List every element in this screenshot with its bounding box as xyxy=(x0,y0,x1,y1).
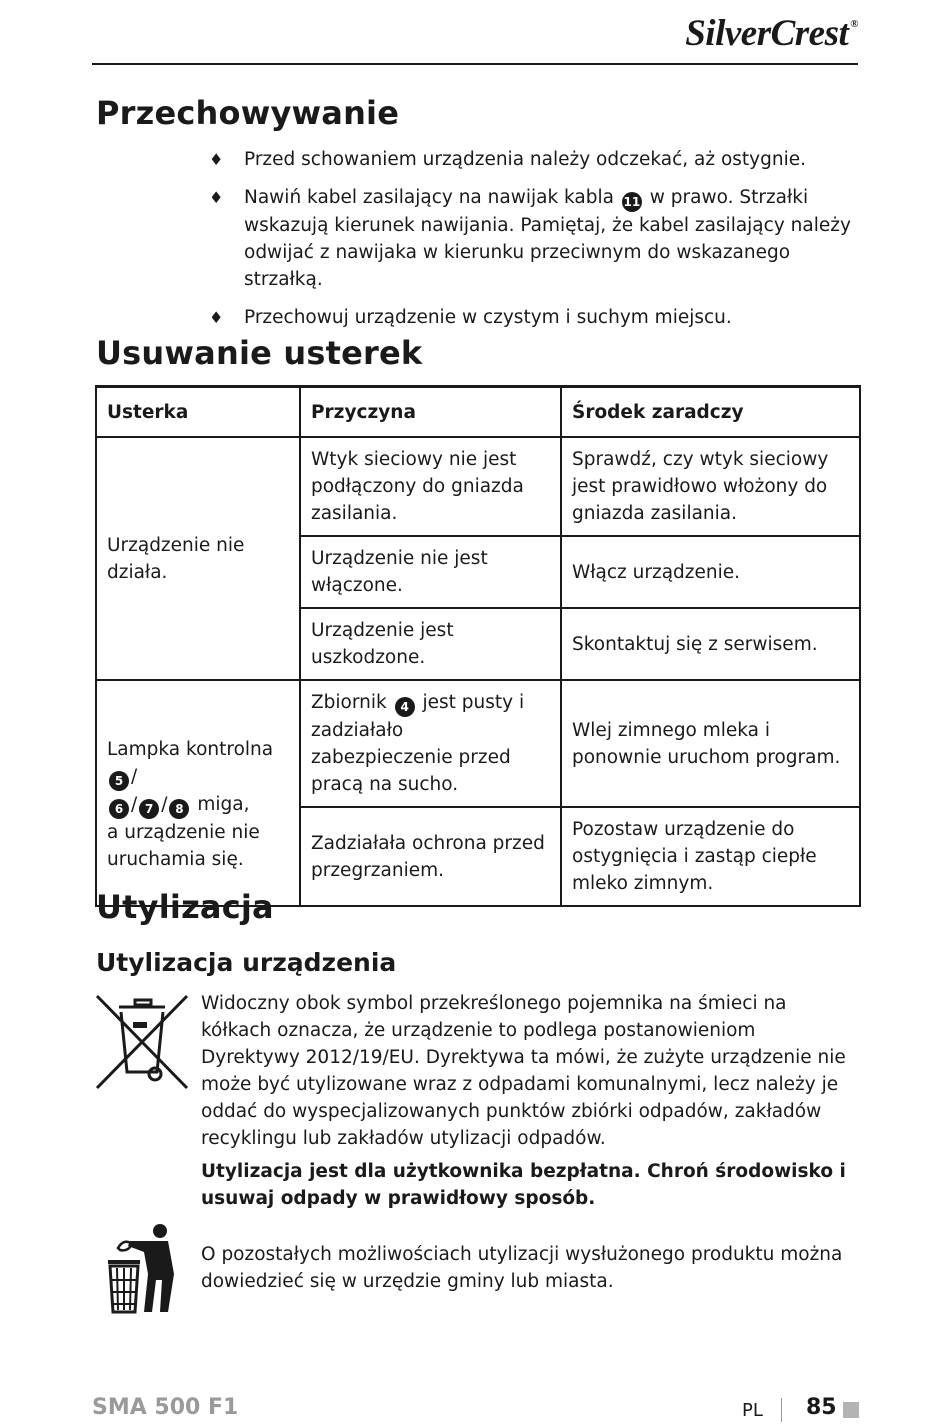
remedy-cell: Wlej zimnego mleka i ponownie uruchom program. xyxy=(561,680,860,807)
crossed-wheelie-bin-icon xyxy=(95,994,189,1090)
header-remedy: Środek zaradczy xyxy=(561,387,860,438)
storage-title: Przechowywanie xyxy=(96,94,400,132)
remedy-cell: Pozostaw urządzenie do ostygnięcia i zastąp ciepłe mleko zimnym. xyxy=(561,807,860,906)
fault-cell: Urządzenie nie działa. xyxy=(96,437,300,680)
cause-cell: Urządzenie nie jest włączone. xyxy=(300,536,561,608)
footer-language: PL xyxy=(742,1400,763,1421)
troubleshooting-title: Usuwanie usterek xyxy=(96,334,423,372)
ref-number-6: 6 xyxy=(109,799,129,819)
remedy-cell: Włącz urządzenie. xyxy=(561,536,860,608)
ref-number-7: 7 xyxy=(139,799,159,819)
bullet-diamond-icon: ♦ xyxy=(209,188,224,207)
disposal-subtitle: Utylizacja urządzenia xyxy=(96,948,397,977)
storage-bullet-2: ♦ Nawiń kabel zasilający na nawijak kabla 11 w prawo. Strzałki wskazują kierunek nawijania. Pamiętaj, że kabel zasilający należy odwijać z nawijaka w kierunku przeciwnym do wskazanego strzałką. xyxy=(205,184,855,293)
fault-cell: Lampka kontrolna 5 / 6 / 7 / 8 miga, a urządzenie nie uruchamia się. xyxy=(96,680,300,906)
troubleshooting-table xyxy=(95,385,861,907)
header-rule xyxy=(92,63,858,65)
cause-cell: Urządzenie jest uszkodzone. xyxy=(300,608,561,680)
person-bin-recycling-icon xyxy=(104,1222,180,1314)
table-header-row xyxy=(96,387,860,438)
ref-number-4: 4 xyxy=(395,697,415,717)
registered-mark: ® xyxy=(850,18,858,30)
footer-page-number: 85 xyxy=(806,1395,837,1420)
storage-bullet-list xyxy=(205,146,855,342)
brand-name: SilverCrest xyxy=(685,13,849,54)
cause-cell: Zbiornik 4 jest pusty i zadziałało zabezpieczenie przed pracą na sucho. xyxy=(300,680,561,807)
header-cause: Przyczyna xyxy=(300,387,561,438)
footer-model: SMA 500 F1 xyxy=(92,1395,239,1420)
footer-separator xyxy=(781,1398,782,1422)
footer-square-mark xyxy=(843,1402,859,1418)
storage-bullet-1: ♦ Przed schowaniem urządzenia należy odczekać, aż ostygnie. xyxy=(205,146,855,173)
header-fault: Usterka xyxy=(96,387,300,438)
storage-bullet-3: ♦ Przechowuj urządzenie w czystym i suchym miejscu. xyxy=(205,304,855,331)
bullet-diamond-icon: ♦ xyxy=(209,308,224,327)
cause-cell: Wtyk sieciowy nie jest podłączony do gniazda zasilania. xyxy=(300,437,561,536)
remedy-cell: Skontaktuj się z serwisem. xyxy=(561,608,860,680)
bullet-diamond-icon: ♦ xyxy=(209,150,224,169)
ref-number-11: 11 xyxy=(622,192,642,212)
ref-number-8: 8 xyxy=(169,799,189,819)
disposal-paragraph-2: O pozostałych możliwościach utylizacji wysłużonego produktu można dowiedzieć się w urzędzie gminy lub miasta. xyxy=(201,1244,843,1292)
disposal-paragraph-1: Widoczny obok symbol przekreślonego pojemnika na śmieci na kółkach oznacza, że urządzenie to podlega postanowieniom Dyrektywy 2012/19/EU. Dyrektywa ta mówi, że zużyte urządzenie nie może być utylizowane wraz z odpadami komunalnymi, lecz należy je oddać do wyspecjalizowanych punktów zbiórki odpadów, zakładów recyklingu lub zakładów utylizacji odpadów. xyxy=(201,993,846,1149)
brand-logo xyxy=(685,12,858,55)
table-row xyxy=(96,437,860,536)
remedy-cell: Sprawdź, czy wtyk sieciowy jest prawidłowo włożony do gniazda zasilania. xyxy=(561,437,860,536)
disposal-title: Utylizacja xyxy=(96,888,274,926)
disposal-paragraph-bold: Utylizacja jest dla użytkownika bezpłatna. Chroń środowisko i usuwaj odpady w prawidłowy sposób. xyxy=(201,1161,846,1209)
ref-number-5: 5 xyxy=(109,771,129,791)
table-row xyxy=(96,680,860,807)
cause-cell: Zadziałała ochrona przed przegrzaniem. xyxy=(300,807,561,906)
